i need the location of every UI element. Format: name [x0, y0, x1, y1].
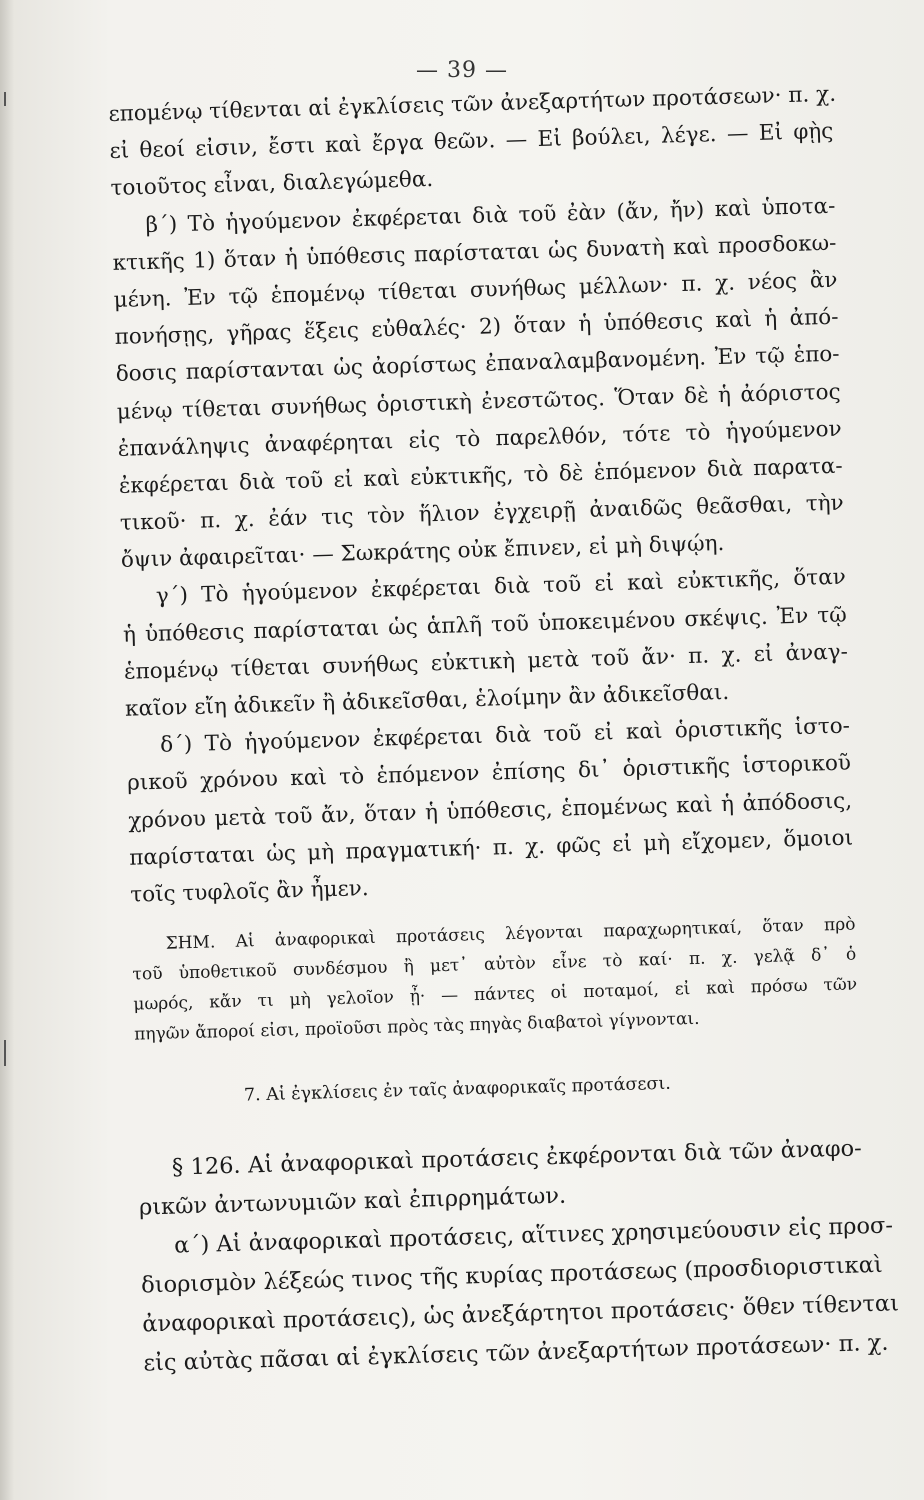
note-line: πηγῶν ἄποροί εἰσι, προϊοῦσι πρὸς τὰς πηγὰς διαβατοὶ γίγνονται.	[133, 1008, 700, 1045]
section-line: διορισμὸν λέξεώς τινος τῆς κυρίας προτάσεως (προσδιοριστικαὶ	[140, 1251, 884, 1299]
section-line: ρικῶν ἀντωνυμιῶν καὶ ἐπιρρημάτων.	[138, 1182, 567, 1221]
text-line: χρόνου μετὰ τοῦ ἄν, ὅταν ἡ ὑπόθεσις, ἑπομένως καὶ ἡ ἀπόδοσις,	[127, 788, 853, 834]
section-line: ἀναφορικαὶ προτάσεις), ὡς ἀνεξάρτητοι προτάσεις· ὅθεν τίθενται	[141, 1290, 900, 1338]
section-line: § 126. Αἱ ἀναφορικαὶ προτάσεις ἐκφέρονται διὰ τῶν ἀναφο-	[171, 1135, 863, 1181]
text-line: ἡ ὑπόθεσις παρίσταται ὡς ἁπλῆ τοῦ ὑποκειμένου σκέψις. Ἐν τῷ	[122, 602, 848, 648]
text-line: εἰ θεοί εἰσιν, ἔστι καὶ ἔργα θεῶν. — Εἰ βούλει, λέγε. — Εἰ φῂς	[109, 118, 834, 165]
note-line: μωρός, κἄν τι μὴ γελοῖον ᾖ· — πάντες οἱ ποταμοί, εἰ καὶ πρόσω τῶν	[133, 974, 858, 1015]
text-line: παρίσταται ὡς μὴ πραγματική· π. χ. φῶς εἰ μὴ εἴχομεν, ὅμοιοι	[128, 825, 854, 871]
text-line: κτικῆς 1) ὅταν ἡ ὑπόθεσις παρίσταται ὡς δυνατὴ καὶ προσδοκω-	[112, 230, 837, 276]
page-text	[108, 76, 900, 1384]
text-line: επομένῳ τίθενται αἱ ἐγκλίσεις τῶν ἀνεξαρτήτων προτάσεων· π. χ.	[108, 81, 837, 127]
text-line: καῖον εἴη ἀδικεῖν ἢ ἀδικεῖσθαι, ἑλοίμην ἂν ἀδικεῖσθαι.	[124, 679, 730, 722]
text-line: δ΄) Τὸ ἡγούμενον ἐκφέρεται διὰ τοῦ εἰ καὶ ὁριστικῆς ἱστο-	[159, 713, 851, 758]
text-line: ἑπομένῳ τίθεται συνήθως εὐκτικὴ μετὰ τοῦ ἄν· π. χ. εἰ ἀναγ-	[123, 639, 849, 685]
text-line: τικοῦ· π. χ. ἐάν τις τὸν ἥλιον ἐγχειρῇ ἀναιδῶς θεᾶσθαι, τὴν	[119, 490, 845, 536]
section-line: εἰς αὐτὰς πᾶσαι αἱ ἐγκλίσεις τῶν ἀνεξαρτήτων προτάσεων· π. χ.	[143, 1329, 889, 1377]
subsection-heading: 7. Αἱ ἐγκλίσεις ἐν ταῖς ἀναφορικαῖς προτάσεσι.	[243, 1073, 672, 1106]
text-line: ἐκφέρεται διὰ τοῦ εἰ καὶ εὐκτικῆς, τὸ δὲ ἑπόμενον διὰ παρατα-	[118, 453, 843, 499]
text-line: ἐπανάληψις ἀναφέρηται εἰς τὸ παρελθόν, τότε τὸ ἡγούμενον	[117, 416, 842, 462]
text-line: πονήσῃς, γῆρας ἕξεις εὐθαλές· 2) ὅταν ἡ ὑπόθεσις καὶ ἡ ἀπό-	[114, 304, 839, 351]
text-line: τοῖς τυφλοῖς ἂν ἦμεν.	[129, 875, 369, 908]
text-line: β΄) Τὸ ἡγούμενον ἐκφέρεται διὰ τοῦ ἐὰν (ἄν, ἤν) καὶ ὑποτα-	[145, 193, 836, 238]
text-line: τοιοῦτος εἶναι, διαλεγώμεθα.	[110, 167, 434, 202]
text-line: γ΄) Τὸ ἡγούμενον ἐκφέρεται διὰ τοῦ εἰ καὶ εὐκτικῆς, ὅταν	[155, 565, 847, 610]
margin-mark	[4, 92, 6, 106]
text-line: ὄψιν ἀφαιρεῖται· — Σωκράτης οὐκ ἔπινεν, εἰ μὴ διψῴη.	[120, 531, 725, 574]
text-line: μένῳ τίθεται συνήθως ὁριστικὴ ἐνεστῶτος. Ὅταν δὲ ἡ ἀόριστος	[116, 379, 841, 425]
note-line: ΣΗΜ. Αἱ ἀναφορικαὶ προτάσεις λέγονται παραχωρητικαί, ὅταν πρὸ	[165, 914, 856, 954]
text-line: ρικοῦ χρόνου καὶ τὸ ἑπόμενον ἐπίσης δι᾽ ὁριστικῆς ἱστορικοῦ	[126, 750, 852, 797]
section-line: α΄) Αἱ ἀναφορικαὶ προτάσεις, αἵτινες χρησιμεύουσιν εἰς προσ-	[173, 1212, 894, 1259]
margin-mark	[4, 1040, 6, 1066]
text-line: μένη. Ἐν τῷ ἑπομένῳ τίθεται συνήθως μέλλων· π. χ. νέος ἂν	[113, 267, 838, 313]
page-number: — 39 —	[416, 58, 508, 83]
text-line: δοσις παρίστανται ὡς ἀορίστως ἐπαναλαμβανομένη. Ἐν τῷ ἑπο-	[115, 341, 840, 388]
note-line: τοῦ ὑποθετικοῦ συνδέσμου ἢ μετ᾽ αὐτὸν εἶνε τὸ καί· π. χ. γελᾷ δ᾽ ὁ	[132, 944, 857, 985]
page-spine-shadow	[0, 0, 14, 1500]
